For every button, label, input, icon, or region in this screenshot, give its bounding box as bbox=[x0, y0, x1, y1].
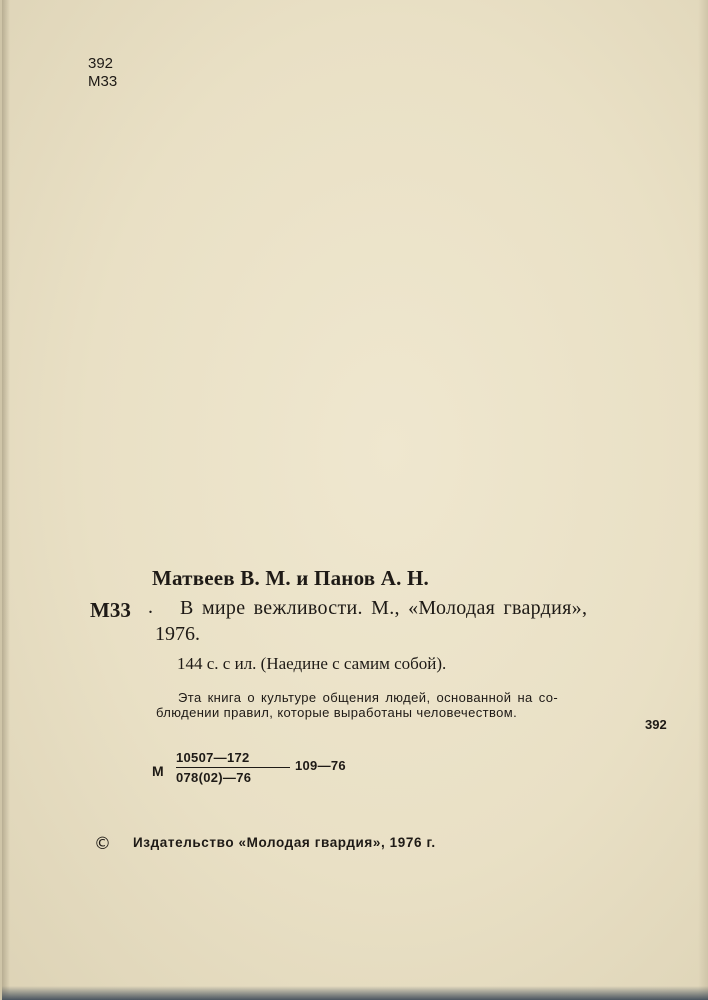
copyright-icon: © bbox=[94, 834, 111, 854]
index-numerator: 10507—172 bbox=[176, 750, 250, 765]
index-letter: М bbox=[152, 763, 164, 779]
page-bottom-edge-shadow bbox=[2, 986, 708, 1000]
page-left-edge-shadow bbox=[2, 0, 10, 1000]
catalog-author: Матвеев В. М. и Панов А. Н. bbox=[152, 566, 429, 590]
catalog-pages-series: 144 с. с ил. (Наедине с самим собой). bbox=[177, 654, 447, 673]
catalog-title-line-2: 1976. bbox=[155, 623, 200, 645]
catalog-annotation-line-1: Эта книга о культуре общения людей, основанной на со- bbox=[178, 690, 559, 705]
corner-author-code: М33 bbox=[88, 73, 118, 90]
catalog-author-code: М33 bbox=[90, 598, 131, 622]
catalog-title-line-1: В мире вежливости. М., «Молодая гвардия», bbox=[180, 597, 588, 619]
catalog-class-number: 392 bbox=[645, 717, 667, 732]
page-right-edge-shadow bbox=[698, 0, 708, 1000]
copyright-text: Издательство «Молодая гвардия», 1976 г. bbox=[133, 835, 436, 850]
index-suffix: 109—76 bbox=[295, 758, 346, 773]
corner-class-number: 392 bbox=[88, 55, 114, 72]
catalog-annotation-line-2: блюдении правил, которые выработаны человечеством. bbox=[156, 705, 518, 720]
index-fraction-line bbox=[176, 767, 290, 768]
index-denominator: 078(02)—76 bbox=[176, 770, 252, 785]
catalog-separator-dot: . bbox=[148, 596, 153, 618]
